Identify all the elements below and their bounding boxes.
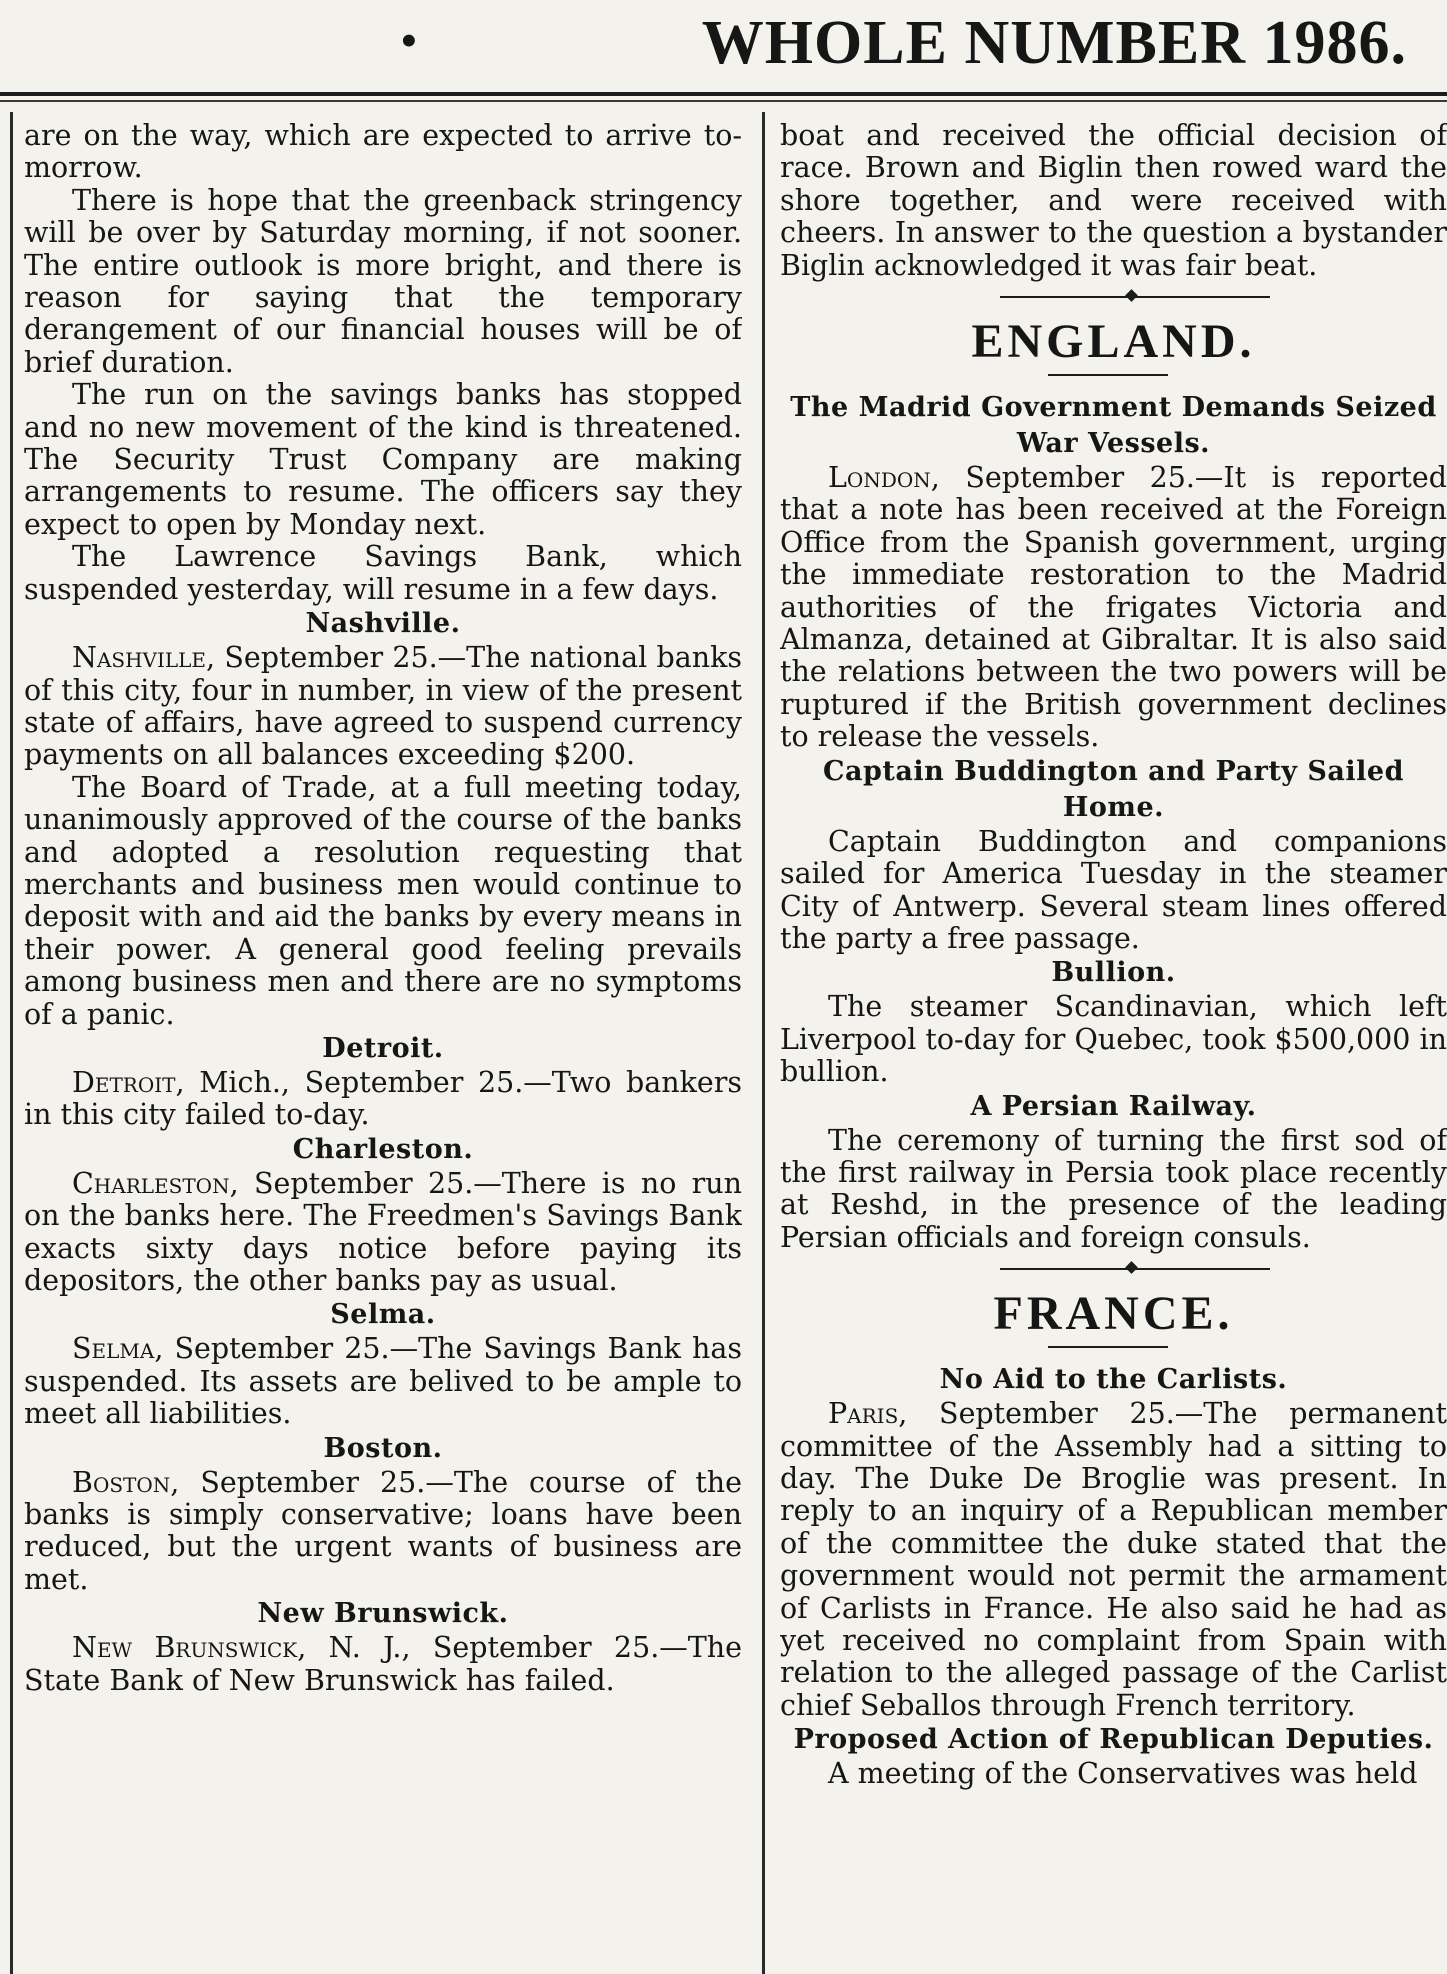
masthead-dot: • <box>398 22 420 62</box>
subhead-charleston: Charleston. <box>292 1133 474 1165</box>
new-brunswick-body: N. J., September 25.—The State Bank of New Brunswick has failed. <box>24 1631 742 1697</box>
dateline-boston: Boston, <box>72 1465 180 1499</box>
column-rule-left <box>10 112 13 1974</box>
paragraph-selma <box>24 1333 742 1430</box>
column-rule-middle <box>762 112 765 1974</box>
detroit-body: Mich., September 25.—Two bankers in this city failed to-day. <box>24 1065 742 1132</box>
subhead-buddington: Captain Buddington and Party Sailed Home. <box>823 755 1404 823</box>
subhead-republican-deputies: Proposed Action of Republican Deputies. <box>793 1724 1434 1756</box>
right-column <box>780 120 1447 1974</box>
paragraph-greenback: There is hope that the greenback stringency will be over by Saturday morning, if not sooner. The entire outlook is more bright, and there is reason for saying that the temporary derangement of our financial houses will be of brief duration. <box>24 183 742 379</box>
section-heading-france: FRANCE. <box>993 1287 1234 1341</box>
dateline-charleston: Charleston, <box>72 1166 239 1200</box>
paragraph-boston <box>24 1467 742 1597</box>
dateline-london: London, <box>828 461 940 495</box>
dateline-nashville: Nashville, <box>72 641 216 675</box>
masthead-rule-thick <box>0 92 1447 96</box>
paragraph-conservatives: A meeting of the Conservatives was held <box>828 1757 1418 1791</box>
section-divider-france <box>780 1254 1447 1284</box>
paris-body: September 25.—The permanent committee of the Assembly had a sitting to day. The Duke De Broglie was present. In reply to an inquiry of a Republican member of the committee the duke stated that the government would not permit the armament of Carlists in France. He also said he had as yet received no complaint from Spain with relation to the alleged passage of the Carlist chief Seballos through French territory. <box>780 1397 1447 1722</box>
divider-diamond-ornament <box>1125 289 1138 302</box>
paragraph-board-of-trade: The Board of Trade, at a full meeting today, unanimously approved of the course of the banks and adopted a resolution requesting that merchants and business men would continue to deposit with and aid the banks by every means in their power. A general good feeling prevails among business men and there are no symptoms of a panic. <box>24 770 742 1031</box>
subhead-new-brunswick: New Brunswick. <box>257 1598 509 1630</box>
masthead <box>0 0 1447 88</box>
paragraph-paris <box>780 1398 1447 1722</box>
left-column <box>24 120 742 1974</box>
masthead-rule-thin <box>0 100 1447 102</box>
heading-underline-france <box>1048 1346 1168 1348</box>
dateline-paris: Paris, <box>828 1397 908 1431</box>
subhead-boston: Boston. <box>323 1432 443 1464</box>
subhead-detroit: Detroit. <box>322 1032 444 1064</box>
article-continuation: are on the way, which are expected to arrive to-morrow. <box>24 120 742 185</box>
paragraph-detroit <box>24 1067 742 1132</box>
paragraph-savings-run: The run on the savings banks has stopped and no new movement of the kind is threatened. The Security Trust Company are making arrangements to resume. The officers say they expect to open by Monday next. <box>24 378 742 541</box>
subhead-carlists: No Aid to the Carlists. <box>939 1364 1288 1396</box>
subhead-madrid-government: The Madrid Government Demands Seized War Vessels. <box>790 392 1437 460</box>
paragraph-london <box>780 462 1447 754</box>
dateline-selma: Selma, <box>72 1332 164 1366</box>
dateline-detroit: Detroit, <box>72 1065 185 1099</box>
subhead-persian-railway: A Persian Railway. <box>970 1090 1257 1122</box>
heading-underline-england <box>1048 374 1168 376</box>
paragraph-buddington: Captain Buddington and companions sailed for America Tuesday in the steamer City of Antwerp. Several steam lines offered the party a free passage. <box>780 824 1447 955</box>
subhead-selma: Selma. <box>330 1299 436 1331</box>
charleston-body: September 25.—There is no run on the banks here. The Freedmen's Savings Bank exacts sixty days notice before paying its depositors, the other banks pay as usual. <box>24 1166 742 1297</box>
paragraph-bullion: The steamer Scandinavian, which left Liverpool to-day for Quebec, took $500,000 in bullion. <box>780 990 1447 1089</box>
boston-body: September 25.—The course of the banks is simply conservative; loans have been reduced, but the urgent wants of business are met. <box>24 1465 742 1596</box>
divider-diamond-ornament <box>1125 1261 1138 1274</box>
paragraph-nashville <box>24 642 742 772</box>
dateline-new-brunswick: New Brunswick, <box>72 1631 307 1665</box>
article-continuation-rowing: boat and received the official decision of race. Brown and Biglin then rowed ward the shore together, and were received with cheers. In answer to the question a bystander Biglin acknowledged it was fair beat. <box>780 120 1447 282</box>
paragraph-new-brunswick <box>24 1632 742 1697</box>
selma-body: September 25.—The Savings Bank has suspended. Its assets are belived to be ample to meet all liabilities. <box>24 1332 742 1431</box>
section-heading-england: ENGLAND. <box>971 315 1256 369</box>
section-divider-england <box>780 282 1447 312</box>
nashville-body: September 25.—The national banks of this city, four in number, in view of the present state of affairs, have agreed to suspend currency payments on all balances exceeding $200. <box>24 641 742 772</box>
paragraph-lawrence-bank: The Lawrence Savings Bank, which suspended yesterday, will resume in a few days. <box>24 540 742 606</box>
paragraph-persian-railway: The ceremony of turning the first sod of the first railway in Persia took place recently at Reshd, in the presence of the leading Persian officials and foreign consuls. <box>780 1123 1447 1254</box>
subhead-nashville: Nashville. <box>305 608 461 640</box>
paragraph-charleston <box>24 1168 742 1298</box>
whole-number-title: WHOLE NUMBER 1986. <box>701 9 1407 77</box>
london-body: September 25.—It is reported that a note has been received at the Foreign Office from the Spanish government, urging the immediate restoration to the Madrid authorities of the frigates Victoria and Almanza, detained at Gibraltar. It is also said the relations between the two powers will be ruptured if the British government declines to release the vessels. <box>780 461 1447 754</box>
subhead-bullion: Bullion. <box>1051 957 1176 989</box>
